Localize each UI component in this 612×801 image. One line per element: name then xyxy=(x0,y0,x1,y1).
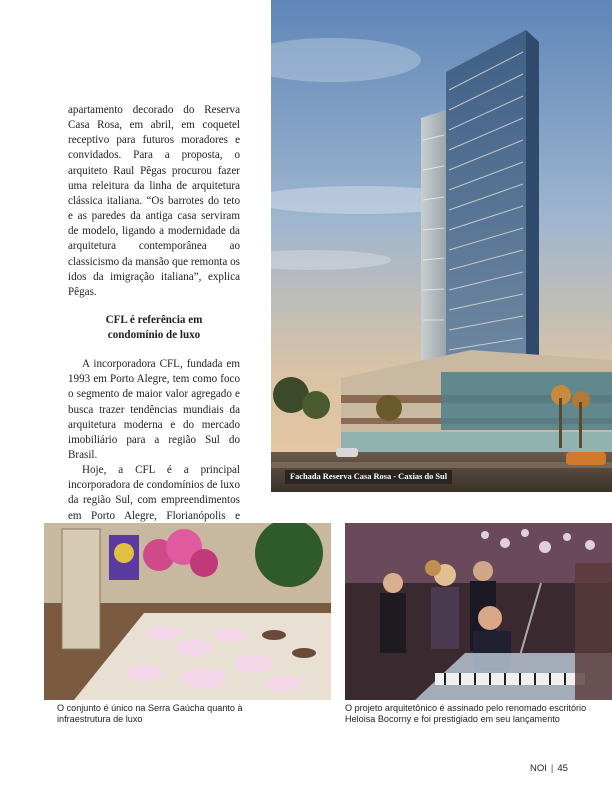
tower-render-photo xyxy=(271,0,612,492)
article-paragraph-2: A incorporadora CFL, fundada em 1993 em Porto Alegre, tem como foco o segmento de maior valor agregado e busca trazer tendências mundiais da arquitetura moderna e do mercado imobiliário para a região Sul do Brasil. xyxy=(68,358,240,461)
subheading-line-2: condomínio de luxo xyxy=(107,329,201,342)
right-photo-caption: O projeto arquitetônico é assinado pelo renomado escritório Heloisa Bocorny e foi prestigiado em seu lançamento xyxy=(345,703,587,724)
subheading-line-1: CFL é referência em xyxy=(105,314,203,327)
page-number: 45 xyxy=(557,763,568,774)
footer-separator: | xyxy=(550,763,554,774)
page-footer xyxy=(530,763,568,774)
article-text-column xyxy=(68,103,240,584)
publication-name: NOI xyxy=(530,763,547,774)
hero-photo-caption: Fachada Reserva Casa Rosa - Caxias do Sul xyxy=(285,470,452,484)
article-paragraph-1: apartamento decorado do Reserva Casa Rosa, em abril, em coquetel receptivo para futuros moradores e convidados. Para a proposta, o arquiteto Raul Pêgas procurou fazer uma releitura da linha de arquitetura clássica italiana. “Os barrotes do teto e as paredes da antiga casa serviram de modelo, ligando a modernidade da arquitetura contemporânea ao classicismo da mansão que remonta os idos da imigração italiana”, explica Pêgas. xyxy=(68,104,240,298)
dessert-table-photo xyxy=(44,523,331,700)
left-photo-caption: O conjunto é único na Serra Gaúcha quanto à infraestrutura de luxo xyxy=(57,703,243,724)
article-subheading xyxy=(68,313,240,343)
launch-event-photo xyxy=(345,523,612,700)
article-paragraph-3: Hoje, a CFL é a principal incorporadora de condomínios de luxo da região Sul, com empreendimentos em Porto Alegre, Florianópolis e xyxy=(68,464,240,522)
